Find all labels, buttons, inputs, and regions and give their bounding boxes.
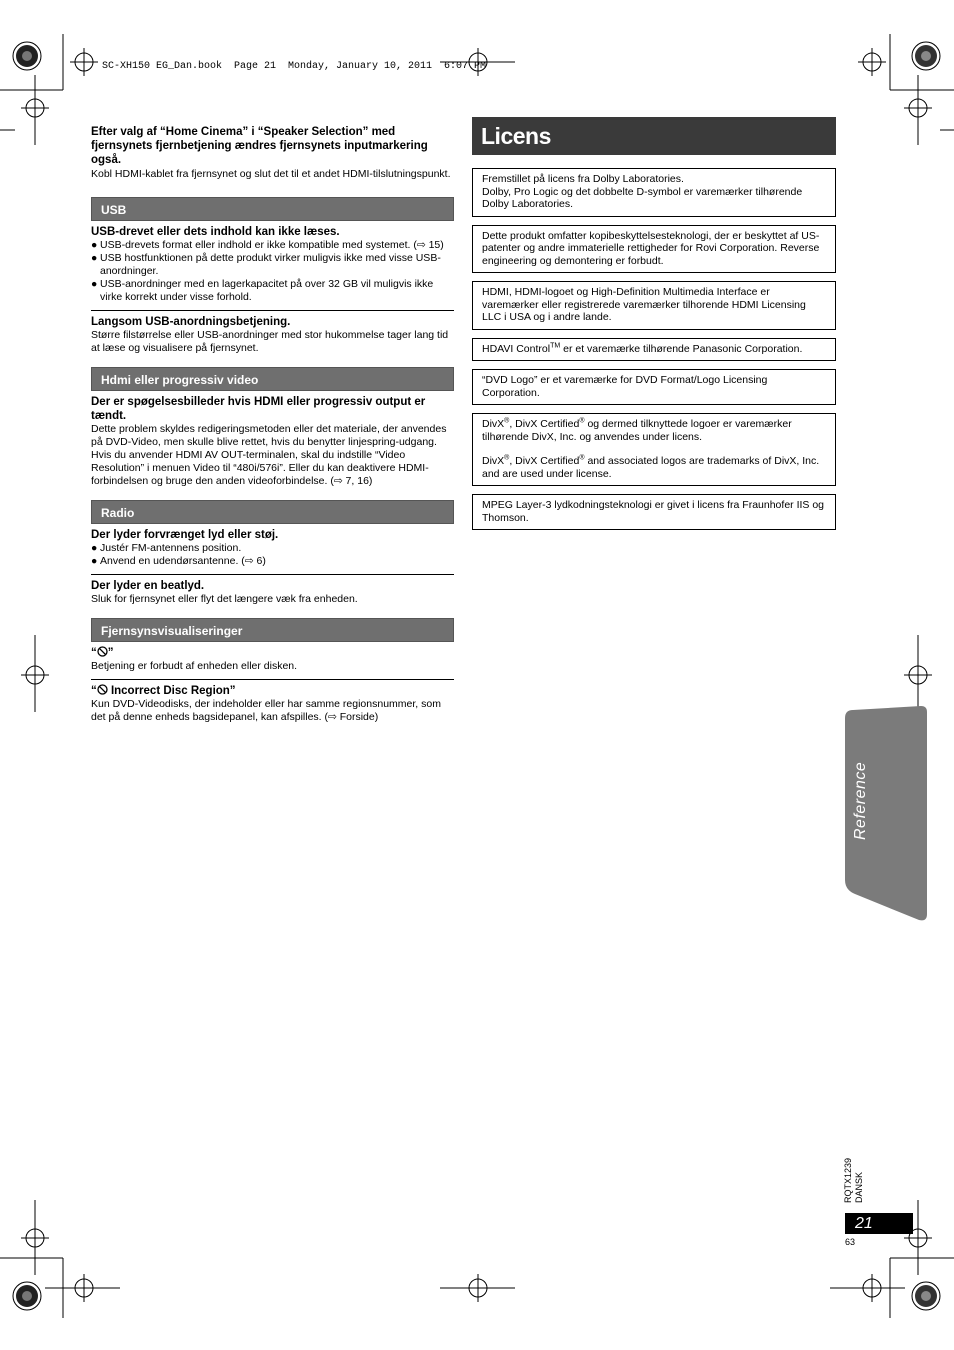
license-box-dvd: “DVD Logo” er et varemærke for DVD Format/Logo Licensing Corporation. [472, 369, 836, 405]
usb-item-unreadable [91, 225, 454, 304]
item-text: Sluk for fjernsynet eller flyt det længere væk fra enheden. [91, 593, 358, 605]
model-code: RQTX1239 DANSK [843, 1157, 864, 1203]
list-item: ● USB hostfunktionen på dette produkt virker muligvis ikke med visse USB-anordninger. [91, 252, 441, 277]
prohibited-icon [97, 684, 108, 695]
divider [91, 679, 454, 680]
tv-item-region [91, 684, 454, 724]
sub-page-number: 63 [845, 1237, 856, 1247]
list-item: ● USB-drevets format eller indhold er ikke kompatible med systemet. (⇨ 15) [91, 239, 444, 251]
item-text: Betjening er forbudt af enheden eller disken. [91, 660, 298, 672]
intro-title: Efter valg af “Home Cinema” i “Speaker Selection” med fjernsynets fjernbetjening ændres fjernsynets inputmarkering også. [91, 126, 428, 166]
section-radio-heading: Radio [91, 500, 454, 524]
page-number: 21 [845, 1213, 913, 1234]
item-text: Større filstørrelse eller USB-anordninger med stor hukommelse tager lang tid at læse og visualisere på fjernsynet. [91, 329, 449, 354]
divider [91, 310, 454, 311]
intro-text: Kobl HDMI-kablet fra fjernsynet og slut det til et andet HDMI-tilslutningspunkt. [91, 168, 451, 180]
prohibited-icon [97, 646, 108, 657]
list-item: ● Justér FM-antennens position. [91, 542, 242, 554]
tv-item-prohibited [91, 646, 454, 673]
licens-column [472, 117, 836, 530]
item-title: “ Incorrect Disc Region” [91, 685, 236, 697]
item-title: Der lyder en beatlyd. [91, 580, 205, 592]
troubleshooting-column [91, 125, 454, 724]
section-tv-heading: Fjernsynsvisualiseringer [91, 618, 454, 642]
item-text: Dette problem skyldes redigeringsmetoden eller det materiale, der anvendes på DVD-Video, men skulle blive rettet, hvis du benytter linjespring-udgang. Hvis du anvender HDMI AV OUT-terminalen, skal du indstille “Video Resolution” i menuen Video til “480i/576i”. Eller du kan deaktivere HDMI-forbindelsen og bruge den anden videoforbindelse. (⇨ 7, 16) [91, 423, 447, 487]
licens-title: Licens [472, 117, 836, 155]
license-box-hdmi: HDMI, HDMI-logoet og High-Definition Multimedia Interface er varemærker eller registrerede varemærker tilhorende HDMI Licensing LLC i USA og i andre lande. [472, 281, 836, 330]
license-box-dolby: Fremstillet på licens fra Dolby Laboratories. Dolby, Pro Logic og det dobbelte D-symbol er varemærker tilhørende Dolby Laboratories. [472, 168, 836, 217]
section-usb-heading: USB [91, 197, 454, 221]
usb-item-slow [91, 315, 454, 355]
crosshair-top-left [70, 48, 98, 76]
license-box-hdavi: HDAVI Control™ er et varemærke tilhørende Panasonic Corporation. [472, 338, 836, 362]
starburst-top-left [13, 42, 41, 70]
item-title: “ ” [91, 647, 114, 659]
hdmi-item [91, 395, 454, 488]
intro-block [91, 125, 454, 181]
radio-item-noise [91, 528, 454, 568]
item-title: Der lyder forvrænget lyd eller støj. [91, 529, 279, 541]
print-header: SC-XH150 EG_Dan.book Page 21 Monday, January 10, 2011 6:07 PM [102, 61, 487, 72]
radio-item-beat [91, 579, 454, 606]
list-item: ● Anvend en udendørsantenne. (⇨ 6) [91, 555, 266, 567]
section-hdmi-heading: Hdmi eller progressiv video [91, 367, 454, 391]
license-box-rovi: Dette produkt omfatter kopibeskyttelsesteknologi, der er beskyttet af US-patenter og andre immaterielle rettigheder for Rovi Corporation. Reverse engineering og demontering er forbudt. [472, 225, 836, 274]
item-title: Der er spøgelsesbilleder hvis HDMI eller progressiv output er tændt. [91, 396, 426, 422]
reference-tab-label: Reference [852, 761, 869, 840]
license-box-divx: DivX®, DivX Certified® og dermed tilknyttede logoer er varemærker tilhørende DivX, Inc. og anvendes under licens. DivX®, DivX Certified® and associated logos are trademarks of DivX, Inc. and are used under license. [472, 413, 836, 486]
item-title: Langsom USB-anordningsbetjening. [91, 316, 291, 328]
item-title: USB-drevet eller dets indhold kan ikke læses. [91, 226, 340, 238]
divider [91, 574, 454, 575]
license-box-mpeg: MPEG Layer-3 lydkodningsteknologi er givet i licens fra Fraunhofer IIS og Thomson. [472, 494, 836, 530]
item-text: Kun DVD-Videodisks, der indeholder eller har samme regionsnummer, som det på denne enheds bagsidepanel, kan afspilles. (⇨ Forside) [91, 698, 441, 723]
list-item: ● USB-anordninger med en lagerkapacitet på over 32 GB vil muligvis ikke virke korrekt under visse forhold. [91, 278, 434, 303]
